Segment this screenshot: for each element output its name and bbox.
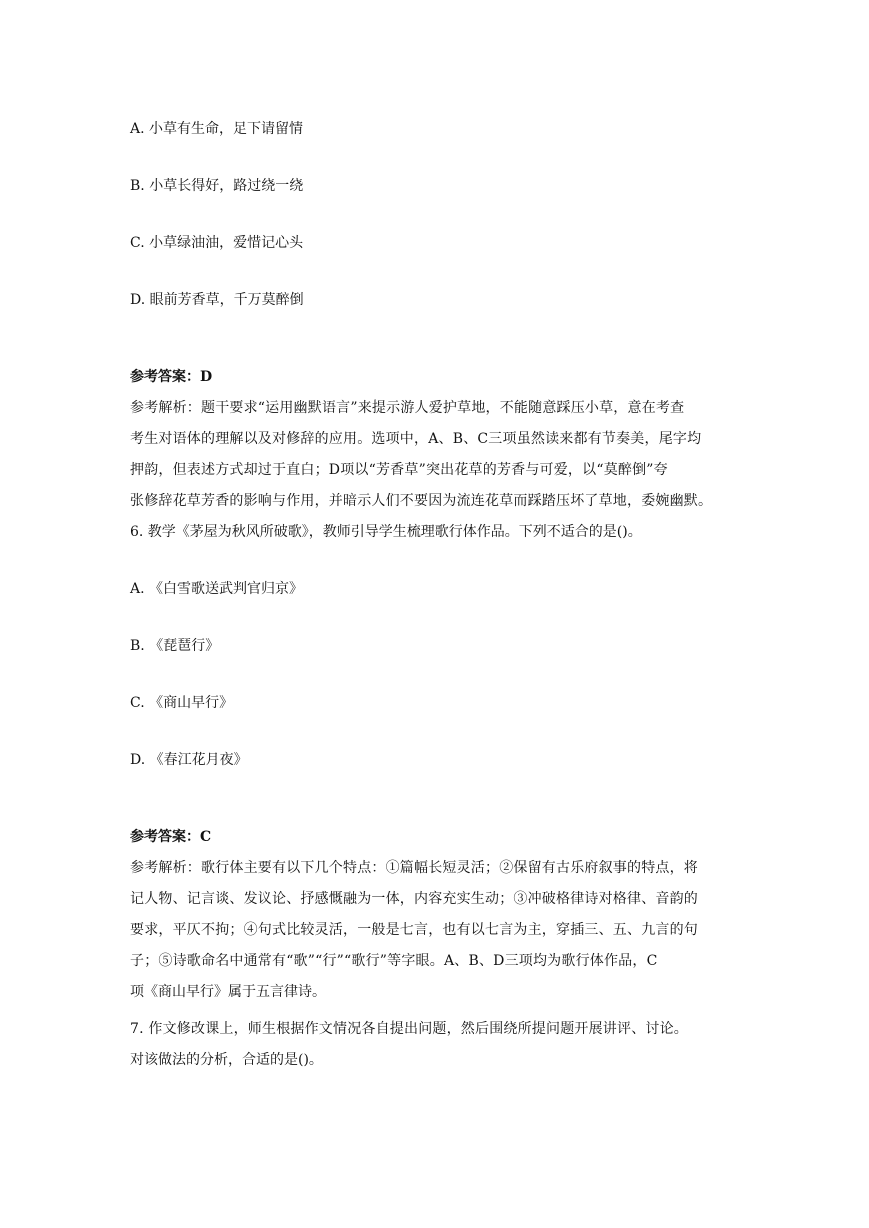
q6-analysis-line: 要求，平仄不拘；④句式比较灵活，一般是七言，也有以七言为主，穿插三、五、九言的句 [130, 922, 698, 938]
q6-question: 6. 教学《茅屋为秋风所破歌》，教师引导学生梳理歌行体作品。下列不适合的是()。 [130, 524, 642, 540]
q6-option-c: C. 《商山早行》 [130, 695, 234, 711]
q6-analysis-line: 项《商山早行》属于五言律诗。 [130, 984, 326, 1000]
q5-option-c: C. 小草绿油油，爱惜记心头 [130, 235, 304, 251]
q5-option-b: B. 小草长得好，路过绕一绕 [130, 178, 304, 194]
q5-analysis-line: 押韵，但表述方式却过于直白；D项以“芳香草”突出花草的芳香与可爱，以“莫醉倒”夸 [130, 462, 668, 478]
q5-analysis-line: 张修辞花草芳香的影响与作用，并暗示人们不要因为流连花草而踩踏压坏了草地，委婉幽默。 [130, 493, 713, 509]
q6-analysis-line: 记人物、记言谈、发议论、抒感慨融为一体，内容充实生动；③冲破格律诗对格律、音韵的 [130, 891, 698, 907]
q5-analysis-line: 考生对语体的理解以及对修辞的应用。选项中，A、B、C三项虽然读来都有节奏美，尾字均 [130, 431, 702, 447]
q6-option-a: A. 《白雪歌送武判官归京》 [130, 581, 304, 597]
q5-option-d: D. 眼前芳香草，千万莫醉倒 [130, 292, 304, 308]
q6-option-d: D. 《春江花月夜》 [130, 752, 248, 768]
q6-analysis-line: 子；⑤诗歌命名中通常有“歌”“行”“歌行”等字眼。A、B、D三项均为歌行体作品，C [130, 953, 658, 969]
q5-option-a: A. 小草有生命，足下请留情 [130, 121, 304, 137]
q7-question: 7. 作文修改课上，师生根据作文情况各自提出问题，然后围绕所提问题开展讲评、讨论。 [130, 1021, 689, 1037]
q7-question-continued: 对该做法的分析，合适的是()。 [130, 1052, 323, 1068]
q6-analysis-line: 参考解析：歌行体主要有以下几个特点：①篇幅长短灵活；②保留有古乐府叙事的特点，将 [130, 860, 698, 876]
q6-answer: 参考答案：C [130, 829, 212, 845]
q5-analysis-line: 参考解析：题干要求“运用幽默语言”来提示游人爱护草地，不能随意踩压小草，意在考查 [130, 400, 685, 416]
q5-answer: 参考答案：D [130, 369, 213, 385]
q6-option-b: B. 《琵琶行》 [130, 638, 220, 654]
